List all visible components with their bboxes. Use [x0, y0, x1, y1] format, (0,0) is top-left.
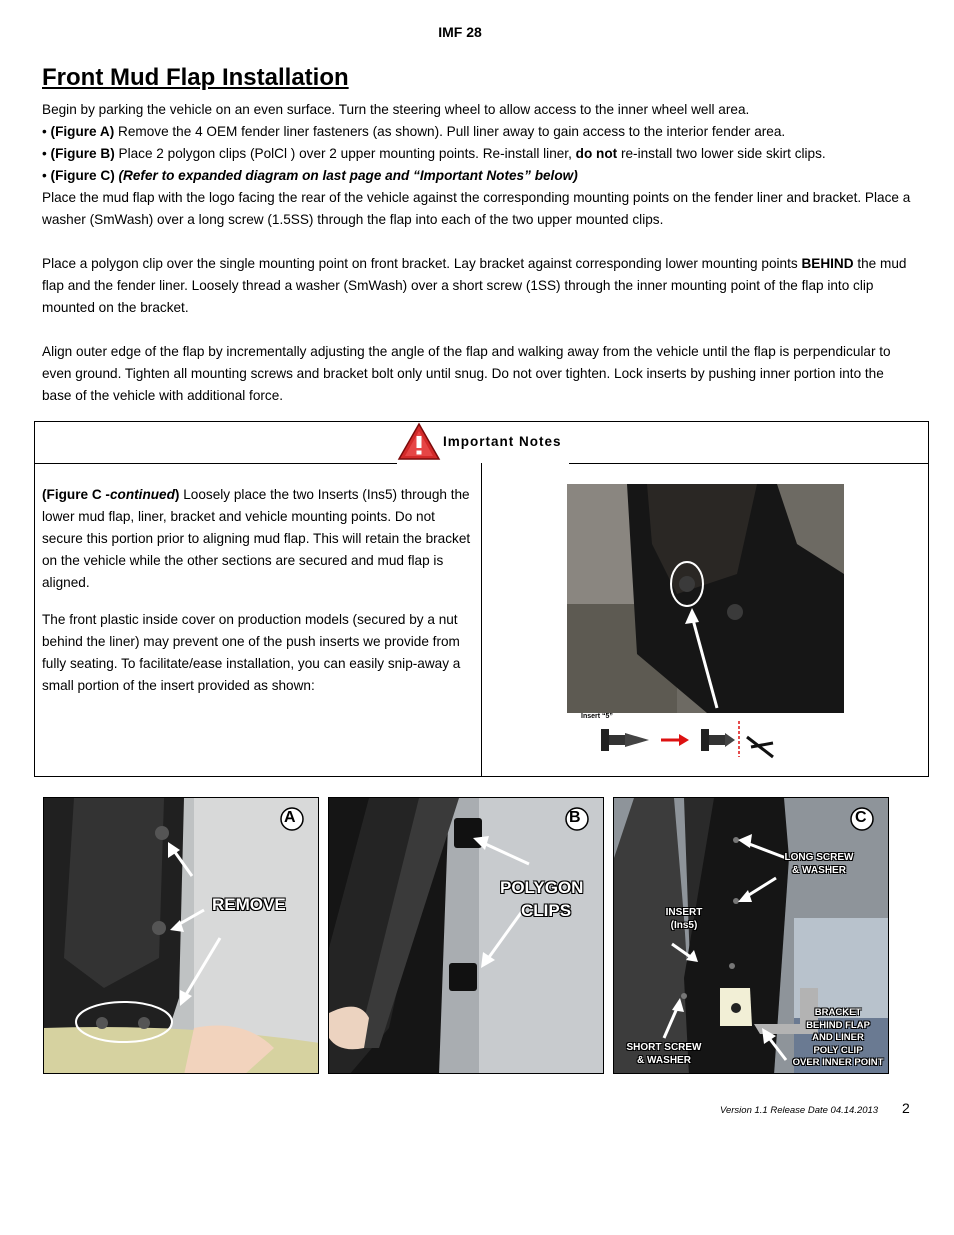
figure-b-label-1: POLYGON — [500, 878, 584, 897]
notes-title-text: Important Notes — [443, 434, 562, 449]
step-c: • (Figure C) (Refer to expanded diagram on last page and “Important Notes” below) — [42, 168, 578, 183]
notes-title — [397, 422, 569, 464]
notes-text — [42, 484, 472, 712]
note-1: (Figure C -continued) Loosely place the two Inserts (Ins5) through the lower mud flap, liner, bracket and vehicle mounting points. Do not secure this portion prior to aligning mud flap. This will retain the bracket on the vehicle while the other sections are secured and mud flap is aligned. — [42, 487, 471, 590]
insert-snip-diagram — [567, 713, 844, 761]
step-b: • (Figure B) Place 2 polygon clips (PolCl ) over 2 upper mounting points. Re-install liner, do not re-install two lower side skirt clips. — [42, 146, 826, 161]
document-code: IMF 28 — [438, 24, 482, 40]
step-b-label: (Figure B) — [50, 146, 115, 161]
figure-b-label-2: CLIPS — [521, 901, 572, 920]
paragraph-2: Place a polygon clip over the single mounting point on front bracket. Lay bracket against corresponding lower mounting points BEHIND the mud flap and the fender liner. Loosely thread a washer (SmWash) over a short screw (1SS) through the inner mounting point of the flap into clip mounted on the bracket. — [42, 256, 907, 315]
figure-a-letter: A — [284, 809, 296, 826]
insert-photo — [567, 484, 844, 713]
figure-c-letter: C — [855, 809, 867, 826]
figure-a-label: REMOVE — [212, 895, 286, 914]
figure-c-photo — [613, 797, 889, 1074]
short-screw-label: SHORT SCREW & WASHER — [626, 1042, 702, 1066]
paragraph-1: Place the mud flap with the logo facing the rear of the vehicle against the corresponding mounting points on the fender liner and bracket. Place a washer (SmWash) over a long screw (1.5SS) through the flap into each of the two upper mounted clips. — [42, 190, 911, 227]
version-text: Version 1.1 Release Date 04.14.2013 — [720, 1105, 879, 1116]
page-number: 2 — [902, 1100, 910, 1116]
step-c-label: (Figure C) — [50, 168, 115, 183]
step-a-label: (Figure A) — [50, 124, 115, 139]
instructions — [42, 99, 912, 407]
important-notes-box — [34, 421, 929, 777]
step-a: • (Figure A) Remove the 4 OEM fender liner fasteners (as shown). Pull liner away to gain access to the interior fender area. — [42, 124, 786, 139]
warning-icon — [397, 422, 441, 462]
bracket-label: BRACKET BEHIND FLAP AND LINER POLY CLIP OVER INNER POINT — [792, 1007, 884, 1068]
figure-a-photo — [43, 797, 319, 1074]
insert-label: Insert “5” — [581, 713, 613, 720]
long-screw-label: LONG SCREW & WASHER — [784, 852, 854, 876]
paragraph-3: Align outer edge of the flap by incrementally adjusting the angle of the flap and walking away from the vehicle until the flap is perpendicular to even ground. Tighten all mounting screws and bracket bolt only until snug. Do not over tighten. Lock inserts by pushing inner portion into the base of the vehicle with additional force. — [42, 344, 891, 403]
note-2: The front plastic inside cover on production models (secured by a nut behind the liner) may prevent one of the push inserts we provide from fully seating. To facilitate/ease installation, you can easily snip-away a small portion of the insert provided as shown: — [42, 612, 461, 693]
insert-callout-label: INSERT (Ins5) — [665, 907, 703, 931]
intro-text: Begin by parking the vehicle on an even surface. Turn the steering wheel to allow access to the inner wheel well area. — [42, 102, 750, 117]
notes-divider — [481, 463, 482, 776]
figure-b-photo — [328, 797, 604, 1074]
page-title: Front Mud Flap Installation — [42, 64, 349, 91]
figure-b-letter: B — [569, 809, 581, 826]
